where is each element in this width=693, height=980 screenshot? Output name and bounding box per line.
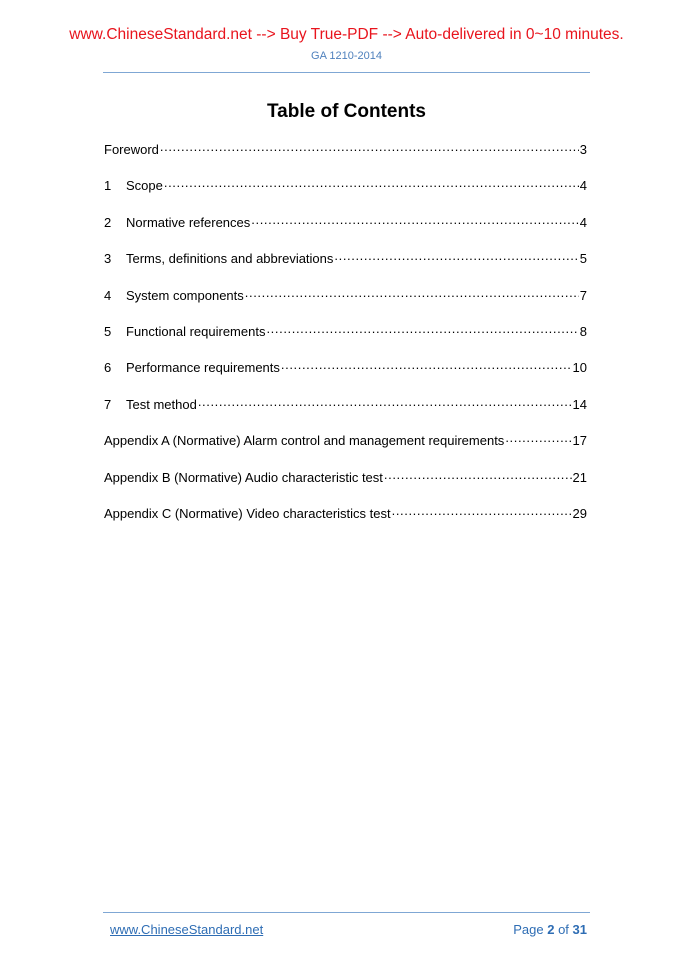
toc-entry-label: Scope (126, 178, 163, 194)
toc-entry-label: Normative references (126, 214, 251, 230)
toc-entry-page: 4 (579, 178, 587, 194)
toc-title: Table of Contents (266, 101, 427, 122)
toc-entry-page: 10 (572, 360, 587, 376)
dot-leader (164, 176, 579, 190)
toc-entry-label: System components (126, 287, 244, 303)
toc-entry-label: Performance requirements (126, 360, 280, 376)
toc-entry-appendix-b[interactable] (104, 468, 587, 504)
toc-entry-number: 4 (104, 287, 112, 303)
dot-leader (251, 213, 578, 227)
footer-divider (103, 912, 590, 913)
dot-leader (334, 249, 578, 263)
toc-entry-page: 5 (579, 251, 587, 267)
dot-leader (505, 431, 571, 445)
toc-entry-page: 4 (579, 214, 587, 230)
toc-entry-appendix-a[interactable] (104, 431, 587, 467)
total-pages: 31 (572, 922, 587, 937)
footer-website-link[interactable]: www.ChineseStandard.net (110, 922, 264, 937)
toc-entry-number: 7 (104, 396, 112, 412)
dot-leader (198, 395, 572, 409)
dot-leader (266, 322, 578, 336)
header-divider (103, 72, 590, 73)
toc-entry-label: Functional requirements (126, 323, 266, 339)
toc-entry-scope[interactable] (104, 176, 587, 212)
toc-entry-number: 2 (104, 214, 112, 230)
toc-entry-page: 29 (572, 505, 587, 521)
toc-entry-terms[interactable] (104, 249, 587, 285)
toc-entry-foreword[interactable] (104, 140, 587, 176)
page-of: of (558, 922, 569, 937)
toc-entry-page: 21 (572, 469, 587, 485)
table-of-contents (104, 140, 587, 540)
toc-entry-appendix-c[interactable] (104, 504, 587, 540)
toc-entry-page: 3 (579, 142, 587, 157)
toc-entry-page: 17 (572, 433, 587, 449)
top-banner[interactable]: www.ChineseStandard.net --> Buy True-PDF --> Auto-delivered in 0~10 minutes. (69, 26, 624, 43)
toc-entry-label: Foreword (104, 142, 159, 157)
toc-entry-functional-requirements[interactable] (104, 322, 587, 358)
toc-entry-number: 3 (104, 251, 112, 267)
toc-entry-page: 8 (579, 323, 587, 339)
toc-entry-label: Appendix B (Normative) Audio characteristic test (104, 469, 383, 485)
page-indicator (513, 922, 587, 937)
toc-entry-normative-references[interactable] (104, 213, 587, 249)
dot-leader (392, 504, 572, 518)
current-page: 2 (547, 922, 555, 937)
toc-entry-performance-requirements[interactable] (104, 358, 587, 394)
document-code: GA 1210-2014 (311, 50, 382, 62)
dot-leader (384, 468, 572, 482)
toc-entry-test-method[interactable] (104, 395, 587, 431)
toc-entry-system-components[interactable] (104, 286, 587, 322)
toc-entry-number: 1 (104, 178, 112, 194)
toc-entry-page: 14 (572, 396, 587, 412)
dot-leader (160, 140, 579, 154)
dot-leader (245, 286, 579, 300)
toc-entry-label: Appendix A (Normative) Alarm control and management requirements (104, 433, 505, 449)
toc-entry-label: Test method (126, 396, 197, 412)
toc-entry-page: 7 (579, 287, 587, 303)
toc-entry-number: 5 (104, 323, 112, 339)
toc-entry-number: 6 (104, 360, 112, 376)
dot-leader (281, 358, 572, 372)
page-prefix: Page (513, 922, 544, 937)
toc-entry-label: Appendix C (Normative) Video characteristics test (104, 505, 391, 521)
toc-entry-label: Terms, definitions and abbreviations (126, 251, 334, 267)
